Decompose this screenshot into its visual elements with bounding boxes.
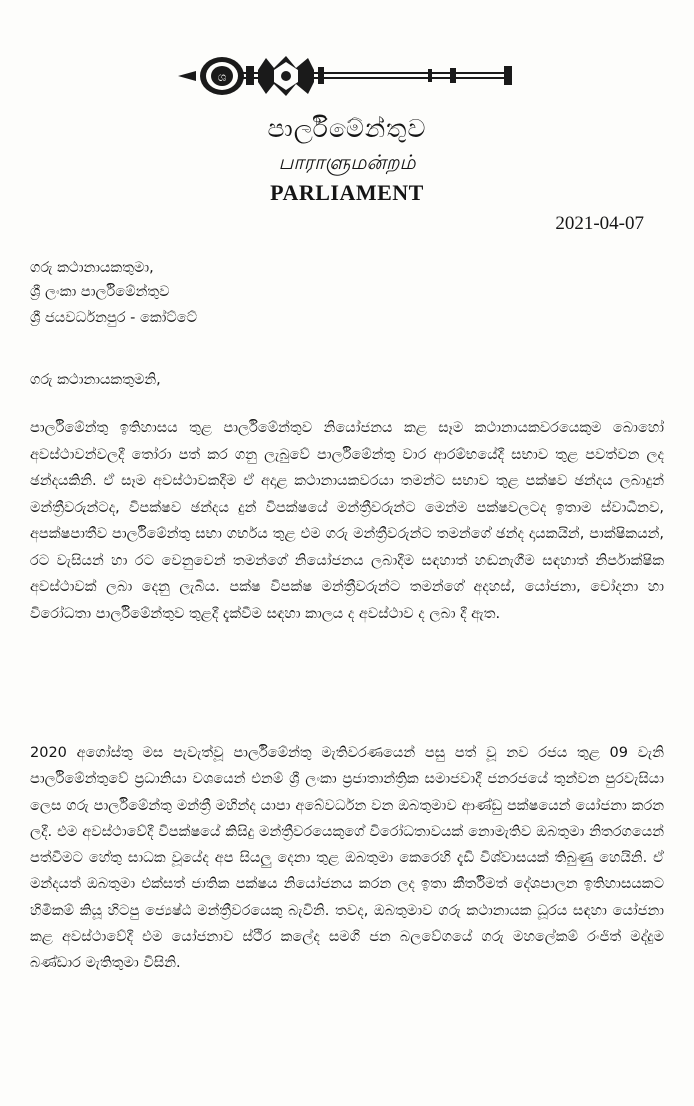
letterhead-english-title: PARLIAMENT bbox=[270, 180, 424, 205]
recipient-line-2: ශ්‍රී ලංකා පාර්ලිමේන්තුව bbox=[30, 284, 170, 300]
letterhead-sinhala-title: පාර්ලිමේන්තුව bbox=[267, 114, 427, 143]
body-paragraph-1: පාර්ලිමේන්තු ඉතිහාසය තුළ පාර්ලිමේන්තුව නියෝජනය කළ සෑම කථානායකවරයෙකුම බොහෝ අවස්ථාවන්වලදී තෝරා පත් කර ගනු ලැබුවේ පාර්ලිමේන්තු වාර ආරම්භයේදී සභාව තුළ පවත්වන ලද ඡන්දයකිනි. ඒ සෑම අවස්ථාවකදීම ඒ අදාළ කථානායකවරයා තමන්ට සභාව තුළ පක්ෂව ඡන්දය ලබාදුන් මන්ත්‍රීවරුන්ටද, විපක්ෂව ඡන්දය දුන් විපක්ෂයේ මන්ත්‍රීවරුන්ට මෙන්ම පක්ෂවලටද ඉතාම ස්වාධීනව, අපක්ෂපාතීව පාර්ලිමේන්තු සභා ගර්භය තුළ එම ගරු මන්ත්‍රීවරුන්ට තමන්ගේ ඡන්ද දායකයින්, පාක්ෂිකයන්, රට වැසියන් හා රට වෙනුවෙන් තමන්ගේ නියෝජනය ලබාදීම සඳහාත් හඬනැගීම සඳහාත් නිර්පාක්ෂික අවස්ථාවක් ලබා දෙනු ලැබිය. පක්ෂ විපක්ෂ මන්ත්‍රීවරුන්ට තමන්ගේ අදහස්, යෝජනා, චෝදනා හා විරෝධතා පාර්ලිමේන්තුව තුළදී දැක්වීම සඳහා කාලය ද අවස්ථාව ද ලබා දී ඇත. bbox=[30, 420, 664, 622]
body-paragraph-2: 2020 අගෝස්තු මස පැවැත්වූ පාර්ලිමේන්තු මැතිවරණයෙන් පසු පත් වූ නව රජය තුළ 09 වැනි පාර්ලිමේන්තුවේ ප්‍රධානියා වශයෙන් එනම් ශ්‍රී ලංකා ප්‍රජාතාන්ත්‍රික සමාජවාදී ජනරජයේ තුන්වන පුරවැසියා ලෙස ගරු පාර්ලිමේන්තු මන්ත්‍රී මහින්ද යාපා අබේවර්ධන වන ඔබතුමාව ආණ්ඩු පක්ෂයෙන් යෝජනා කරන ලදී. එම අවස්ථාවේදී විපක්ෂයේ කිසිදු මන්ත්‍රීවරයෙකුගේ විරෝධතාවයක් නොමැතිව ඔබතුමා නිතරගයෙන් පත්වීමට හේතු සාධක වූයේද අප සියලු දෙනා තුළ ඔබතුමා කෙරෙහි දැඩි විශ්වාසයක් තිබුණු හෙයිනි. ඒ මන්දයත් ඔබතුමා එක්සත් ජාතික පක්ෂය නියෝජනය කරන ලද ඉතා කීර්තිමත් දේශපාලන ඉතිහාසයකට හිමිකම් කියූ හිටපු ජ්‍යෙෂ්ඨ මන්ත්‍රීවරයෙකු බැවිනි. තවද, ඔබතුමාව ගරු කථානායක ධූරය සඳහා යෝජනා කළ අවස්ථාවේදී එම යෝජනාව ස්ථිර කලේද සමගි ජන බලවේගයේ ගරු මහලේකම් රංජිත් මද්දුම බණ්ඩාර මැතිතුමා විසිනි. bbox=[30, 745, 664, 972]
svg-text:ශ: ශ bbox=[217, 70, 227, 84]
salutation: ගරු කථානායකතුමනි, bbox=[30, 372, 161, 388]
letterhead-tamil-title: பாராளுமன்றம் bbox=[278, 150, 416, 174]
recipient-line-3: ශ්‍රී ජයවර්ධනපුර - කෝට්ටේ bbox=[30, 310, 198, 326]
recipient-line-1: ගරු කථානායකතුමා, bbox=[30, 260, 154, 276]
letter-date: 2021-04-07 bbox=[555, 213, 644, 234]
parliament-mace-icon bbox=[178, 52, 518, 102]
